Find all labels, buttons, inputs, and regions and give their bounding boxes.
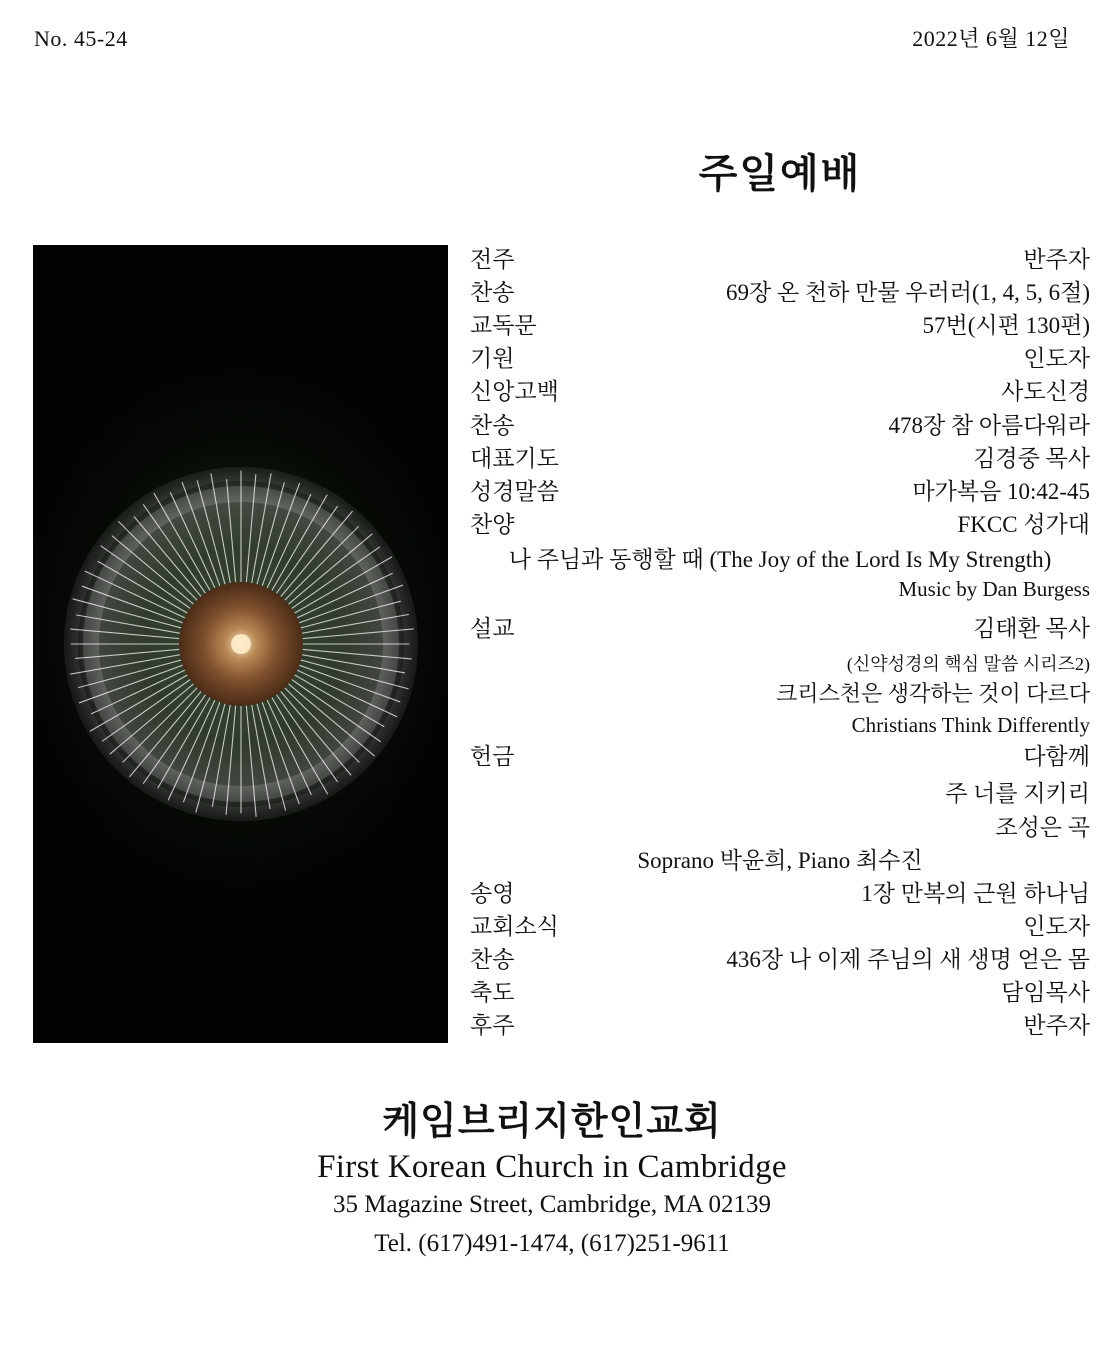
order-label: 찬송	[470, 947, 515, 973]
order-of-service	[470, 243, 1090, 1042]
order-row	[470, 442, 1090, 475]
bulletin-header	[34, 22, 1070, 53]
order-label: 교회소식	[470, 913, 559, 939]
order-value: 1장 만복의 근원 하나님	[861, 880, 1090, 906]
church-footer	[0, 1090, 1104, 1258]
order-label: 송영	[470, 880, 515, 906]
offering-label: 헌금	[470, 744, 515, 770]
order-label: 찬송	[470, 280, 515, 306]
offering-value: 다함께	[1023, 744, 1090, 770]
order-value: 478장 참 아름다워라	[888, 412, 1090, 438]
order-value: 김경중 목사	[973, 445, 1090, 471]
order-row	[470, 243, 1090, 276]
order-label: 기원	[470, 346, 515, 372]
dandelion-illustration	[46, 449, 436, 839]
order-value: 436장 나 이제 주님의 새 생명 얻은 몸	[726, 947, 1090, 973]
order-label: 축도	[470, 980, 515, 1006]
order-value: 담임목사	[1001, 980, 1090, 1006]
order-value: 인도자	[1023, 346, 1090, 372]
sermon-preacher: 김태환 목사	[973, 616, 1090, 642]
dandelion-photo	[33, 245, 448, 1043]
order-label: 신앙고백	[470, 379, 559, 405]
order-label: 전주	[470, 247, 515, 272]
church-phone: Tel. (617)491-1474, (617)251-9611	[374, 1230, 730, 1257]
order-row	[470, 1009, 1090, 1042]
order-label: 찬송	[470, 412, 515, 438]
church-name-ko: 케임브리지한인교회	[382, 1101, 722, 1143]
order-value: 사도신경	[1001, 379, 1090, 405]
order-label: 성경말씀	[470, 478, 559, 504]
order-value: FKCC 성가대	[957, 511, 1090, 537]
order-value: 마가복음 10:42-45	[912, 478, 1090, 504]
page-title: 주일예배	[698, 151, 862, 196]
order-row	[470, 943, 1090, 976]
order-label: 찬양	[470, 511, 515, 537]
order-row	[470, 375, 1090, 408]
church-address: 35 Magazine Street, Cambridge, MA 02139	[332, 1191, 772, 1218]
church-name-en: First Korean Church in Cambridge	[317, 1149, 787, 1185]
order-row	[470, 976, 1090, 1009]
order-row	[470, 309, 1090, 342]
order-row	[470, 877, 1090, 910]
sermon-title-en: Christians Think Differently	[851, 713, 1090, 738]
sermon-title-ko: 크리스천은 생각하는 것이 다르다	[775, 681, 1090, 707]
sermon-series: (신약성경의 핵심 말씀 시리즈2)	[846, 654, 1090, 675]
offering-song: 주 너를 지키리	[945, 781, 1090, 807]
offering-row	[470, 740, 1090, 773]
issue-date: 2022년 6월 12일	[912, 26, 1070, 51]
order-row	[470, 276, 1090, 309]
order-row	[470, 508, 1090, 541]
order-value: 반주자	[1023, 1013, 1090, 1039]
sermon-label: 설교	[470, 616, 515, 642]
sermon-row	[470, 612, 1090, 645]
order-value: 69장 온 천하 만물 우러러(1, 4, 5, 6절)	[726, 280, 1090, 306]
order-value: 반주자	[1023, 247, 1090, 272]
order-row	[470, 475, 1090, 508]
order-value: 57번(시편 130편)	[922, 313, 1090, 339]
offering-composer: 조성은 곡	[995, 814, 1090, 840]
choir-song: 나 주님과 동행할 때 (The Joy of the Lord Is My Strength)	[508, 546, 1052, 572]
order-row	[470, 342, 1090, 375]
order-label: 교독문	[470, 313, 537, 339]
issue-number: No. 45-24	[34, 26, 128, 51]
order-value: 인도자	[1023, 913, 1090, 939]
order-row	[470, 910, 1090, 943]
order-row	[470, 409, 1090, 442]
order-label: 대표기도	[470, 445, 559, 471]
order-label: 후주	[470, 1013, 515, 1039]
choir-credit: Music by Dan Burgess	[898, 577, 1090, 602]
offering-performers: Soprano 박윤희, Piano 최수진	[637, 847, 923, 873]
